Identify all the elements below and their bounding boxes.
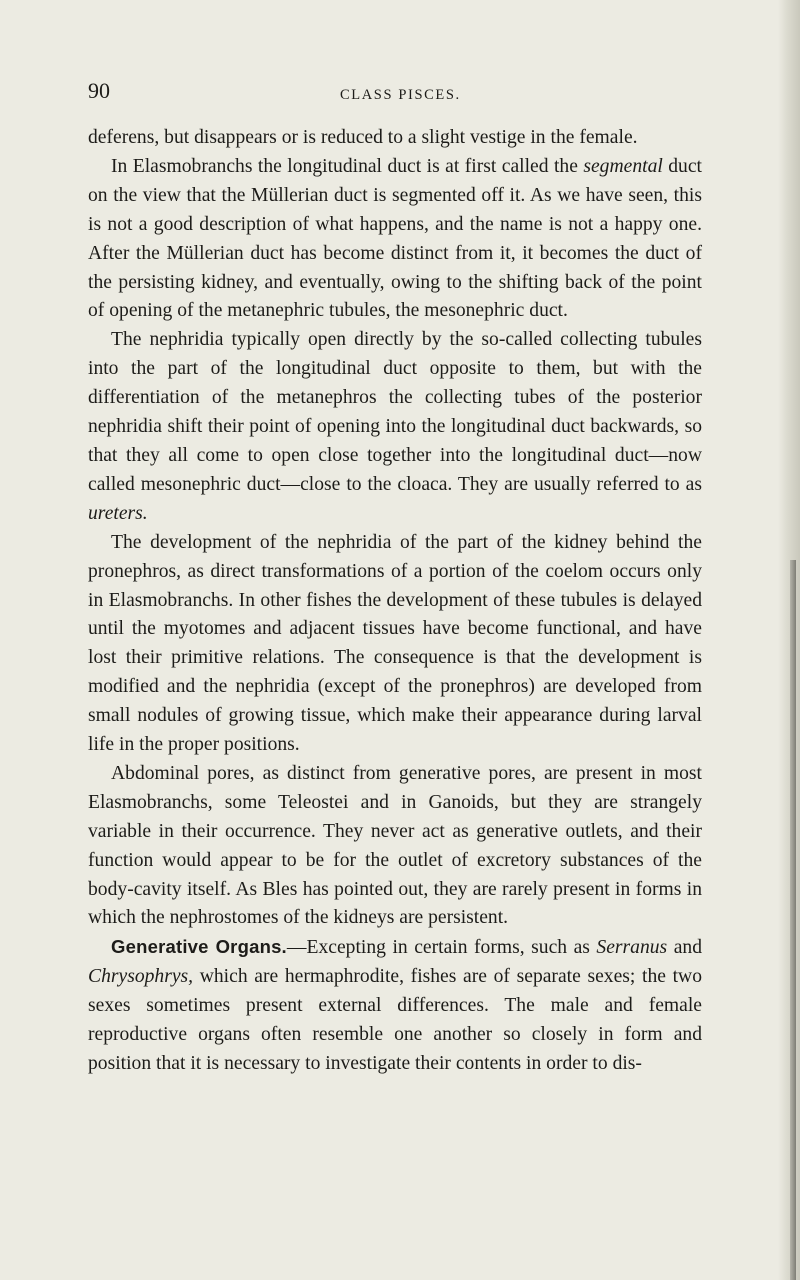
text-run: and	[667, 937, 702, 959]
italic-term: segmental	[583, 155, 663, 177]
italic-term: Chrysophrys,	[88, 966, 194, 988]
text-run: —Excepting in certain forms, such as	[286, 937, 597, 959]
italic-term: Serranus	[596, 937, 668, 959]
text-run: In Elasmobranchs the longitudinal duct is at first called the	[111, 155, 584, 177]
italic-term: ureters.	[88, 502, 148, 524]
text-run: The development of the nephridia of the part of the kidney behind the pronephros, as direct transformations of a portion of the coelom occurs only in Elasmobranchs. In other fishes the development of these tubules is delayed until the myotomes and adjacent tissues have become functional, and have lost their primitive relations. The consequence is that the development is modified and the nephridia (except of the pronephros) are developed from small nodules of growing tissue, which make their appearance during larval life in the proper positions.	[88, 531, 702, 756]
paragraph	[88, 933, 702, 1079]
page-edge-shadow	[778, 0, 800, 1280]
paragraph	[88, 326, 702, 528]
body-text	[88, 124, 702, 1079]
text-run: duct on the view that the Müllerian duct is segmented off it. As we have seen, this is not a good description of what happens, and the name is not a happy one. After the Müllerian duct has become distinct from it, it becomes the duct of the persisting kidney, and eventually, owing to the shifting back of the point of opening of the metanephric tubules, the mesonephric duct.	[88, 155, 702, 322]
paragraph	[88, 153, 702, 326]
paragraph	[88, 760, 702, 933]
paragraph	[88, 124, 702, 153]
page-number: 90	[88, 78, 110, 103]
page-header	[88, 78, 700, 108]
text-run: which are hermaphrodite, fishes are of separate sexes; the two sexes sometimes present external differences. The male and female reproductive organs often resemble one another so closely in form and position that it is necessary to investigate their contents in order to dis-	[88, 966, 702, 1074]
text-run: The nephridia typically open directly by the so-called collecting tubules into the part of the longitudinal duct opposite to them, but with the differentiation of the metanephros the collecting tubes of the posterior nephridia shift their point of opening into the longitudinal duct backwards, so that they all come to open close together into the longitudinal duct—now called mesonephric duct—close to the cloaca. They are usually referred to as	[88, 329, 702, 495]
text-run: deferens, but disappears or is reduced to a slight vestige in the female.	[88, 127, 638, 148]
paragraph	[88, 529, 702, 760]
text-run: Abdominal pores, as distinct from generative pores, are present in most Elasmobranchs, some Teleostei and in Ganoids, but they are strangely variable in their occurrence. They never act as generative outlets, and their function would appear to be for the outlet of excretory substances of the body-cavity itself. As Bles has pointed out, they are rarely present in forms in which the nephrostomes of the kidneys are persistent.	[88, 762, 702, 929]
running-head: CLASS PISCES.	[340, 87, 461, 103]
section-heading: Generative Organs.	[111, 936, 287, 958]
